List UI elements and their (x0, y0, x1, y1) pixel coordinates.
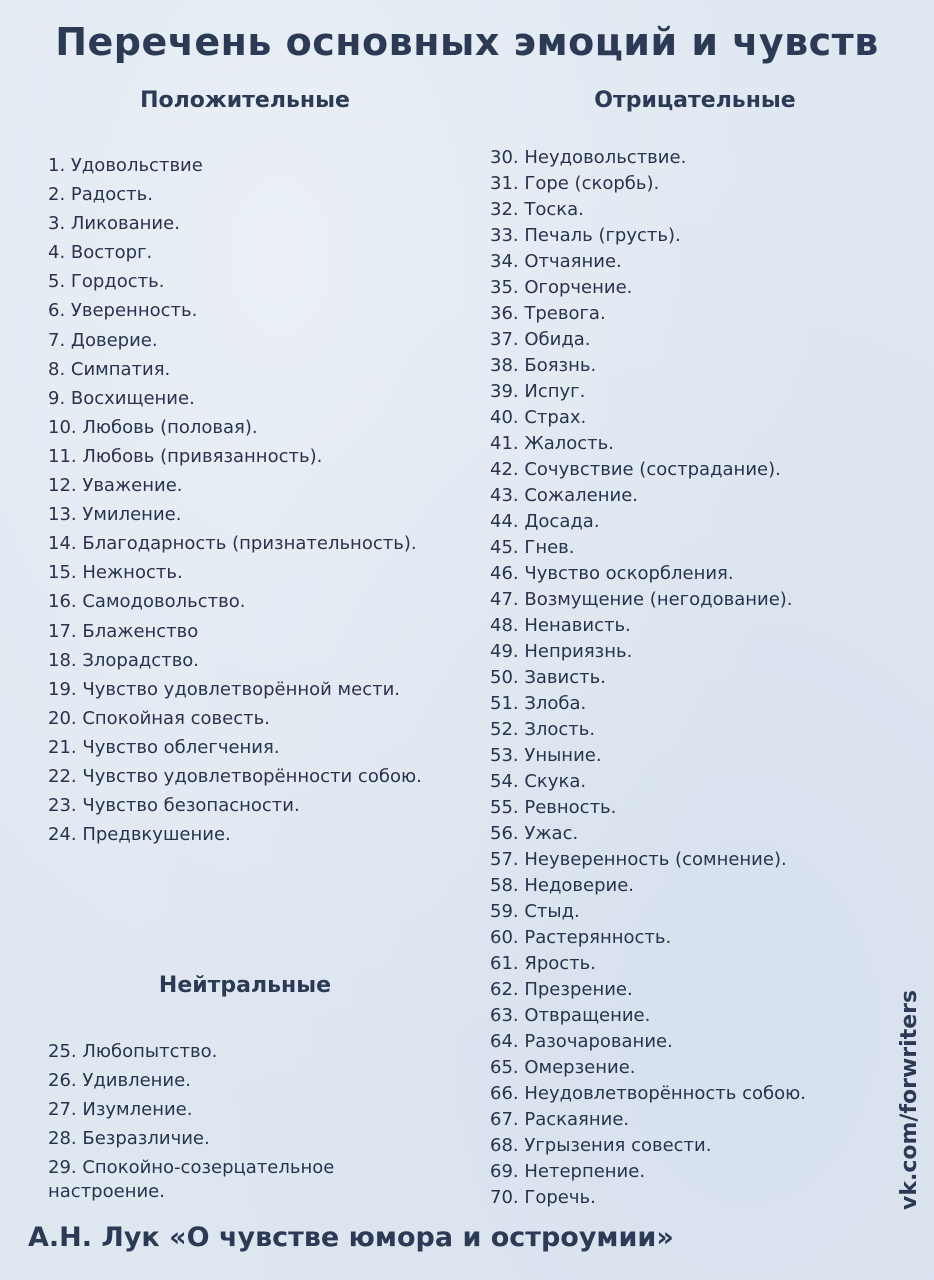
list-item: 25. Любопытство. (48, 1041, 218, 1062)
list-item: 37. Обида. (490, 329, 591, 350)
list-item: 68. Угрызения совести. (490, 1135, 712, 1156)
list-item: 2. Радость. (48, 184, 153, 206)
list-item: 10. Любовь (половая). (48, 416, 258, 438)
list-item: 50. Зависть. (490, 667, 606, 688)
list-item: 17. Блаженство (48, 620, 199, 642)
list-item: 31. Горе (скорбь). (490, 173, 660, 194)
list-item: 9. Восхищение. (48, 387, 195, 409)
list-item: 5. Гордость. (48, 271, 165, 293)
list-item: 70. Горечь. (490, 1187, 596, 1208)
heading-negative: Отрицательные (594, 88, 796, 113)
negative-emotions-list (490, 145, 806, 1211)
list-item: 23. Чувство безопасности. (48, 795, 300, 817)
list-item: 30. Неудовольствие. (490, 147, 687, 168)
list-item: 19. Чувство удовлетворённой мести. (48, 678, 401, 700)
heading-neutral: Нейтральные (158, 973, 332, 998)
list-item: 58. Недоверие. (490, 875, 635, 896)
list-item: 43. Сожаление. (490, 485, 639, 506)
list-item: 55. Ревность. (490, 797, 617, 818)
list-item: 33. Печаль (грусть). (490, 225, 681, 246)
list-item: 65. Омерзение. (490, 1057, 636, 1078)
source-citation: А.Н. Лук «О чувстве юмора и остроумии» (28, 1222, 674, 1253)
list-item: 26. Удивление. (48, 1070, 191, 1091)
list-item: 60. Растерянность. (490, 927, 672, 948)
list-item: 64. Разочарование. (490, 1031, 673, 1052)
list-item: 6. Уверенность. (48, 300, 198, 322)
list-item: 20. Спокойная совесть. (48, 707, 270, 729)
list-item: 39. Испуг. (490, 381, 586, 402)
positive-emotions-list (48, 151, 422, 849)
list-item: 66. Неудовлетворённость собою. (490, 1083, 807, 1104)
list-item: 67. Раскаяние. (490, 1109, 630, 1130)
list-item: 13. Умиление. (48, 504, 182, 526)
list-item: 47. Возмущение (негодование). (490, 589, 793, 610)
list-item: 54. Скука. (490, 771, 587, 792)
list-item: 18. Злорадство. (48, 649, 200, 671)
list-item: 35. Огорчение. (490, 277, 633, 298)
list-item: 51. Злоба. (490, 693, 587, 714)
list-item: 56. Ужас. (490, 823, 579, 844)
list-item: 27. Изумление. (48, 1099, 193, 1120)
list-item: 69. Нетерпение. (490, 1161, 646, 1182)
list-item: 11. Любовь (привязанность). (48, 445, 323, 467)
list-item: 36. Тревога. (490, 303, 606, 324)
list-item: 7. Доверие. (48, 329, 158, 351)
watermark-link-text: vk.com/forwriters (897, 989, 922, 1210)
list-item: 41. Жалость. (490, 433, 614, 454)
page-title: Перечень основных эмоций и чувств (55, 20, 879, 64)
list-item: 22. Чувство удовлетворённости собою. (48, 765, 422, 787)
list-item: 45. Гнев. (490, 537, 575, 558)
list-item: 28. Безразличие. (48, 1128, 210, 1149)
list-item: 12. Уважение. (48, 475, 183, 497)
list-item: 61. Ярость. (490, 953, 597, 974)
list-item: 24. Предвкушение. (48, 824, 231, 846)
list-item: 29. Спокойно-созерцательное настроение. (48, 1157, 335, 1202)
list-item: 32. Тоска. (490, 199, 584, 220)
list-item: 62. Презрение. (490, 979, 633, 1000)
list-item: 34. Отчаяние. (490, 251, 622, 272)
list-item: 63. Отвращение. (490, 1005, 651, 1026)
list-item: 48. Ненависть. (490, 615, 631, 636)
list-item: 8. Симпатия. (48, 358, 171, 380)
list-item: 21. Чувство облегчения. (48, 736, 280, 758)
list-item: 42. Сочувствие (сострадание). (490, 459, 781, 480)
list-item: 38. Боязнь. (490, 355, 597, 376)
list-item: 4. Восторг. (48, 242, 153, 264)
list-item: 44. Досада. (490, 511, 600, 532)
heading-positive: Положительные (140, 88, 350, 113)
list-item: 16. Самодовольство. (48, 591, 246, 613)
list-item: 52. Злость. (490, 719, 596, 740)
neutral-emotions-list (48, 1037, 378, 1204)
list-item: 53. Уныние. (490, 745, 602, 766)
list-item: 3. Ликование. (48, 213, 180, 235)
list-item: 57. Неуверенность (сомнение). (490, 849, 787, 870)
list-item: 40. Страх. (490, 407, 587, 428)
list-item: 15. Нежность. (48, 562, 183, 584)
list-item: 46. Чувство оскорбления. (490, 563, 734, 584)
list-item: 59. Стыд. (490, 901, 580, 922)
list-item: 49. Неприязнь. (490, 641, 633, 662)
list-item: 1. Удовольствие (48, 155, 203, 176)
list-item: 14. Благодарность (признательность). (48, 533, 417, 555)
